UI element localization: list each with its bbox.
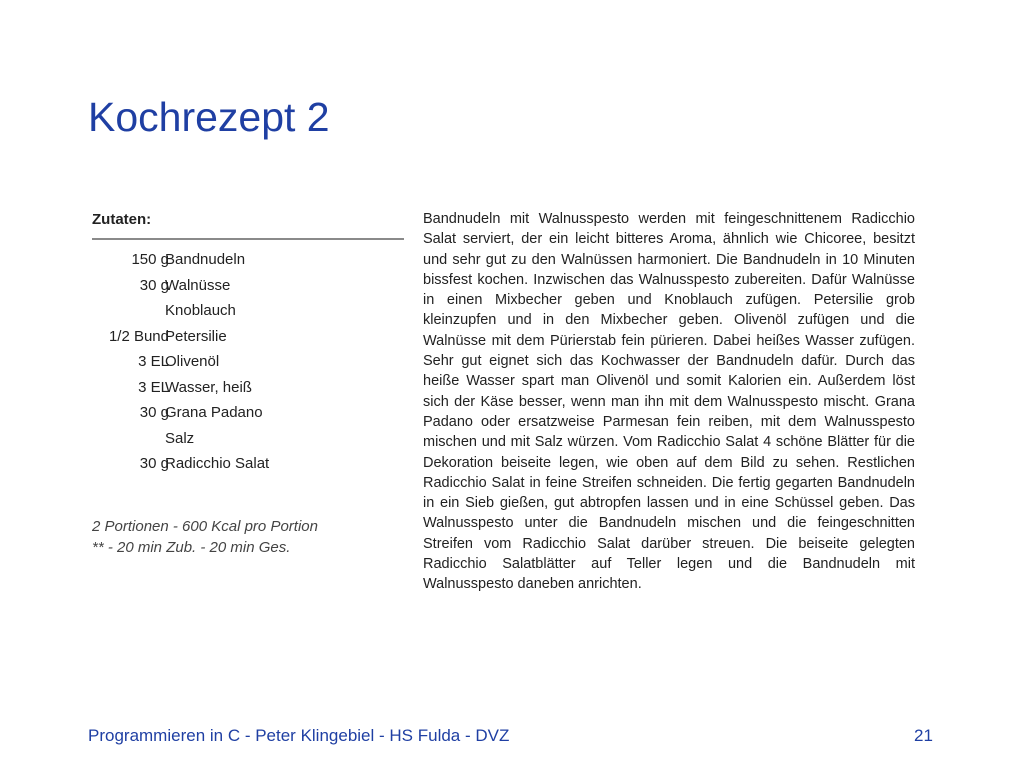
portions-text: 2 Portionen - 600 Kcal pro Portion [92, 518, 318, 535]
ingredient-name: Walnüsse [165, 276, 231, 294]
ingredient-row [92, 353, 412, 379]
ingredient-qty: 3 EL [138, 353, 169, 370]
ingredient-row [92, 302, 412, 328]
ingredient-row [92, 455, 412, 481]
ingredient-name: Grana Padano [165, 404, 263, 421]
ingredient-row [92, 404, 412, 430]
ingredient-qty: 30 g [139, 455, 169, 472]
slide-title: Kochrezept 2 [88, 94, 330, 140]
ingredient-qty: 30 g [139, 404, 169, 421]
ingredient-list [92, 251, 412, 481]
ingredient-name: Knoblauch [165, 302, 236, 319]
ingredient-qty: 3 EL [138, 378, 169, 396]
ingredient-row [92, 251, 412, 277]
ingredient-row [92, 430, 412, 456]
ingredient-name: Bandnudeln [165, 251, 246, 268]
ingredient-name: Petersilie [165, 327, 227, 345]
ingredient-qty: 150 g [131, 251, 169, 268]
page-number: 21 [914, 726, 933, 745]
recipe-info [92, 516, 318, 558]
ingredient-row [92, 379, 412, 405]
recipe-description: Bandnudeln mit Walnusspesto werden mit feingeschnittenem Radicchio Salat serviert, der ein leicht bitteres Aroma, ähnlich wie Chicoree, besitzt und sehr gut zu den Walnüssen harmoniert. Die Bandnudeln in 10 Minuten bissfest kochen. Inzwischen das Walnusspesto zubereiten. Dafür Walnüsse in einen Mixbecher geben und Knoblauch zufügen. Petersilie grob kleinzupfen und in den Mixbecher geben. Olivenöl zufügen und die Walnüsse mit dem Pürierstab fein pürieren. Dabei heißes Wasser zufügen. Sehr gut eignet sich das Kochwasser der Bandnudeln dafür. Durch das heiße Wasser spart man Olivenöl und somit Kalorien ein. Außerdem löst sich der Käse besser, wenn man ihn mit dem Walnusspesto mischt. Grana Padano oder ersatzweise Parmesan fein reiben, mit dem Walnusspesto mischen und mit Salz würzen. Vom Radicchio Salat 4 schöne Blätter für die Dekoration beiseite legen, wie oben auf dem Bild zu sehen. Restlichen Radicchio Salat in feine Streifen schneiden. Die fertig gegarten Bandnudeln in ein Sieb gießen, gut abtropfen lassen und in eine Schüssel geben. Das Walnusspesto unter die Bandnudeln mischen und die feingeschnitten Streifen vom Radicchio Salat darüber streuen. Die beiseite gelegten Radicchio Salatblätter auf Teller legen und die Bandnudeln mit Walnusspesto daneben anrichten. [423, 211, 915, 593]
divider [92, 238, 404, 240]
zutaten-heading: Zutaten: [92, 211, 152, 228]
ingredient-row [92, 277, 412, 303]
ingredient-name: Radicchio Salat [165, 455, 270, 472]
ingredient-name: Wasser, heiß [165, 378, 252, 396]
ingredient-name: Olivenöl [165, 353, 220, 370]
ingredient-qty: 30 g [139, 276, 169, 294]
time-text: ** - 20 min Zub. - 20 min Ges. [92, 539, 291, 556]
ingredient-row [92, 328, 412, 354]
recipe-image [85, 200, 925, 645]
ingredient-qty: 1/2 Bund [108, 327, 169, 345]
ingredient-name: Salz [165, 429, 195, 447]
footer-text: Programmieren in C - Peter Klingebiel - HS Fulda - DVZ [88, 726, 510, 745]
